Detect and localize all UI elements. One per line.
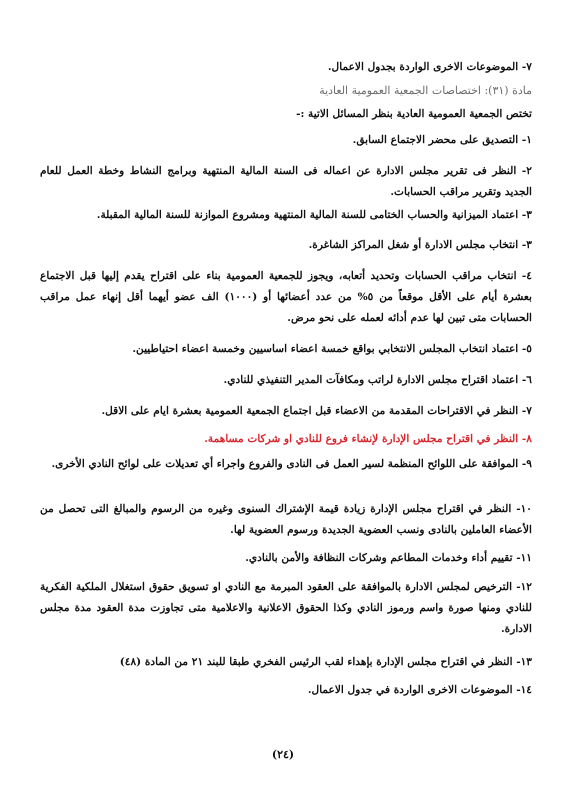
clause-1: ١- التصديق على محضر الاجتماع السابق. xyxy=(352,134,532,146)
clause-10: ١٠- النظر في اقتراح مجلس الإدارة زيادة قيمة الإشتراك السنوى وغيره من الرسوم والمبالغ التى تحصل من الأعضاء العاملين بالنادى ونسب العضوية الجديدة ورسوم العضوية لها. xyxy=(40,503,532,536)
clause-11: ١١- تقييم أداء وخدمات المطاعم وشركات النظافة والأمن بالنادي. xyxy=(245,552,532,564)
clause-6: ٦- اعتماد اقتراح مجلس الادارة لراتب ومكافآت المدير التنفيذي للنادي. xyxy=(223,374,532,386)
clause-9: ٩- الموافقة على اللوائح المنظمة لسير العمل فى النادى والفروع واجراء أي تعديلات على لوائح النادي الأخرى. xyxy=(51,458,532,470)
clause-14: ١٤- الموضوعات الاخرى الواردة في جدول الاعمال. xyxy=(307,684,532,696)
article-31-heading: مادة (٣١): اختصاصات الجمعية العمومية العادية xyxy=(319,84,532,97)
clause-13: ١٣- النظر في اقتراح مجلس الإدارة بإهداء لقب الرئيس الفخري طبقا للبند ٢١ من المادة (٤٨) xyxy=(119,656,532,668)
clause-7: ٧- النظر في الاقتراحات المقدمة من الاعضاء قبل اجتماع الجمعية العمومية بعشرة ايام على الاقل. xyxy=(101,405,532,417)
clause-8-highlighted: ٨- النظر في اقتراح مجلس الإدارة لإنشاء فروع للنادي او شركات مساهمة. xyxy=(204,433,532,445)
clause-12: ١٢- الترخيص لمجلس الادارة بالموافقة على العقود المبرمة مع النادي او تسويق حقوق استغلال الملكية الفكرية للنادي ومنها صورة واسم ورموز النادي وكذا الحقوق الاعلانية والاعلامية متى تجاوزت مدة العقود مدة مجلس الادارة. xyxy=(40,581,532,635)
intro-line: تختص الجمعية العمومية العادية بنظر المسائل الاتية :- xyxy=(296,108,532,120)
clause-3-budget: ٣- اعتماد الميزانية والحساب الختامى للسنة المالية المنتهية ومشروع الموازنة للسنة المالية المقبلة. xyxy=(96,209,532,221)
clause-3-elections: ٣- انتخاب مجلس الادارة أو شغل المراكز الشاغرة. xyxy=(308,239,532,251)
clause-2: ٢- النظر فى تقرير مجلس الادارة عن اعماله فى السنة المالية المنتهية وبرامج النشاط وخطة العمل للعام الجديد وتقرير مراقب الحسابات. xyxy=(40,165,532,198)
clause-4: ٤- انتخاب مراقب الحسابات وتحديد أتعابه، ويجوز للجمعية العمومية بناء على اقتراح يقدم إليها قبل الاجتماع بعشرة أيام على الأقل موقعاً من ٥% من عدد أعضائها أو (١٠٠٠) الف عضو أيهما أقل إنهاء عمل مراقب الحسابات متى تبين لها عدم أدائه لعمله على نحو مرض. xyxy=(40,270,532,324)
item-7-other-topics: ٧- الموضوعات الاخرى الواردة بجدول الاعمال. xyxy=(327,61,532,73)
clause-5: ٥- اعتماد انتخاب المجلس الانتخابي بواقع خمسة اعضاء اساسيين وخمسة اعضاء احتياطيين. xyxy=(132,343,532,355)
page-number: (٢٤) xyxy=(271,748,295,761)
